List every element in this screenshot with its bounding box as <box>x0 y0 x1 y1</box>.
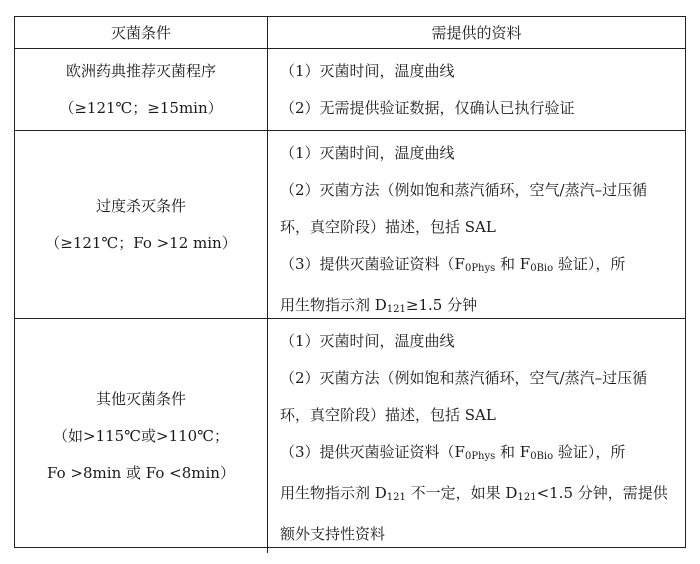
row2-condition-line1: 过度杀灭条件 <box>95 196 186 215</box>
row2-item1: （1）灭菌时间，温度曲线 <box>280 144 455 162</box>
header-condition <box>15 17 268 49</box>
row3-requirements <box>268 319 685 553</box>
row2-condition-line2: （≥121℃；Fo >12 min） <box>45 233 237 252</box>
row2-item2-cont: 环，真空阶段）描述，包括 SAL <box>280 218 496 236</box>
row1-condition-line1: 欧洲药典推荐灭菌程序 <box>65 61 216 80</box>
row1-item2: （2）无需提供验证数据，仅确认已执行验证 <box>280 99 575 117</box>
sterilization-table <box>14 16 686 548</box>
header-condition-label: 灭菌条件 <box>110 24 171 42</box>
row2-requirements <box>268 131 685 319</box>
row1-condition-line2: （≥121℃；≥15min） <box>59 98 223 117</box>
row3-item3-cont2: 额外支持性资料 <box>280 525 386 543</box>
row1-condition <box>15 49 268 131</box>
row3-condition-line2: （如>115℃或>110℃； <box>53 426 229 445</box>
row1-item1: （1）灭菌时间，温度曲线 <box>280 62 455 80</box>
row3-item2-cont: 环，真空阶段）描述，包括 SAL <box>280 406 496 424</box>
row3-condition-line3: Fo >8min 或 Fo <8min） <box>47 463 235 482</box>
row3-item3: （3）提供灭菌验证资料（$F_{0Phys}$ 和 $F_{0Bio}$ 验证），所 <box>280 443 626 462</box>
row2-item2: （2）灭菌方法（例如饱和蒸汽循环，空气/蒸汽–过压循 <box>280 181 648 199</box>
header-requirements <box>268 17 685 49</box>
row3-item1: （1）灭菌时间，温度曲线 <box>280 332 455 350</box>
row3-condition <box>15 319 268 553</box>
row3-item2: （2）灭菌方法（例如饱和蒸汽循环，空气/蒸汽–过压循 <box>280 369 648 387</box>
row2-item3-cont: 用生物指示剂 $D_{121}\ge 1.5$ 分钟 <box>280 296 478 315</box>
row1-requirements <box>268 49 685 131</box>
row2-item3: （3）提供灭菌验证资料（$F_{0Phys}$ 和 $F_{0Bio}$ 验证），所 <box>280 255 626 274</box>
row2-condition <box>15 131 268 319</box>
row3-item3-cont: 用生物指示剂 $D_{121}$ 不一定，如果 $D_{121}<1.5$ 分钟，需提供 <box>280 484 668 503</box>
row3-condition-line1: 其他灭菌条件 <box>95 389 186 408</box>
header-requirements-label: 需提供的资料 <box>431 24 522 42</box>
